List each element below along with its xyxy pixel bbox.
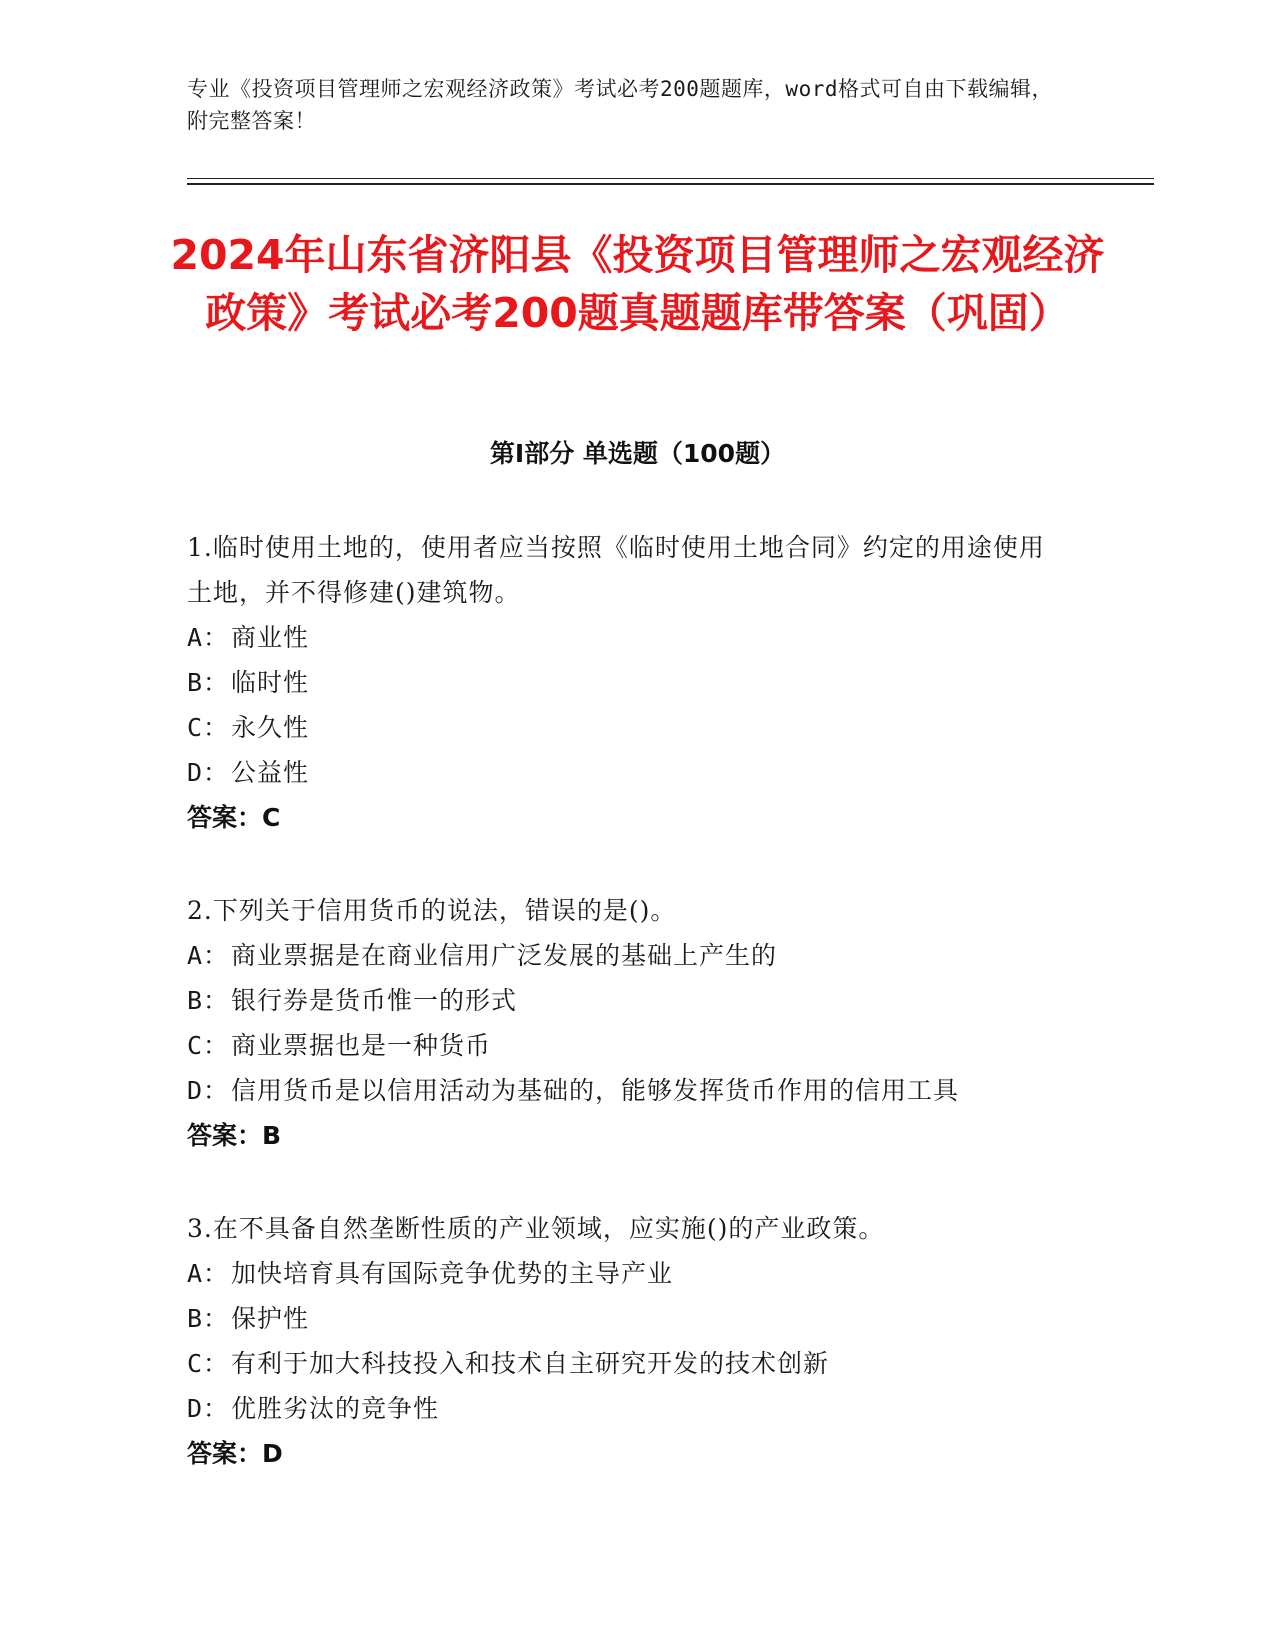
option-text: 银行券是货币惟一的形式 — [231, 986, 518, 1015]
option-text: 商业性 — [231, 623, 310, 652]
option-b — [187, 978, 1067, 1023]
answer-line: 答案：D — [187, 1439, 283, 1468]
header-divider-thick — [187, 183, 1154, 185]
question-3 — [187, 1206, 1067, 1476]
option-text: 商业票据是在商业信用广泛发展的基础上产生的 — [231, 941, 778, 970]
option-letter: C： — [187, 1349, 230, 1378]
option-text: 有利于加大科技投入和技术自主研究开发的技术创新 — [231, 1349, 830, 1378]
option-b — [187, 660, 1067, 705]
option-text: 优胜劣汰的竞争性 — [231, 1394, 440, 1423]
section-title: 第Ⅰ部分 单选题（100题） — [489, 439, 786, 468]
answer-line: 答案：C — [187, 803, 281, 832]
question-stem: 2.下列关于信用货币的说法，错误的是()。 — [187, 896, 677, 925]
option-letter: B： — [187, 1304, 230, 1333]
question-2 — [187, 888, 1067, 1158]
option-text: 商业票据也是一种货币 — [231, 1031, 492, 1060]
option-a — [187, 933, 1067, 978]
document-title: 2024年山东省济阳县《投资项目管理师之宏观经济政策》考试必考200题真题题库带答案（巩固） — [170, 231, 1105, 337]
option-letter: A： — [187, 623, 230, 652]
question-1 — [187, 525, 1067, 840]
question-stem: 3.在不具备自然垄断性质的产业领域，应实施()的产业政策。 — [187, 1214, 885, 1243]
option-c — [187, 1341, 1067, 1386]
option-text: 保护性 — [231, 1304, 310, 1333]
answer-line: 答案：B — [187, 1121, 282, 1150]
option-letter: D： — [187, 758, 230, 787]
option-d — [187, 1068, 1067, 1113]
header-note: 专业《投资项目管理师之宏观经济政策》考试必考200题题库，word格式可自由下载编辑，附完整答案！ — [187, 77, 1053, 133]
option-a — [187, 1251, 1067, 1296]
option-text: 公益性 — [231, 758, 310, 787]
option-letter: D： — [187, 1076, 230, 1105]
option-text: 永久性 — [231, 713, 310, 742]
option-letter: B： — [187, 668, 230, 697]
option-b — [187, 1296, 1067, 1341]
option-a — [187, 615, 1067, 660]
option-d — [187, 1386, 1067, 1431]
option-letter: C： — [187, 1031, 230, 1060]
question-stem: 1.临时使用土地的，使用者应当按照《临时使用土地合同》约定的用途使用土地，并不得修建()建筑物。 — [187, 533, 1045, 607]
option-c — [187, 1023, 1067, 1068]
option-text: 加快培育具有国际竞争优势的主导产业 — [231, 1259, 674, 1288]
option-letter: A： — [187, 941, 230, 970]
option-letter: A： — [187, 1259, 230, 1288]
header-divider-thin — [187, 178, 1154, 179]
option-c — [187, 705, 1067, 750]
option-letter: B： — [187, 986, 230, 1015]
option-text: 信用货币是以信用活动为基础的，能够发挥货币作用的信用工具 — [231, 1076, 960, 1105]
option-text: 临时性 — [231, 668, 310, 697]
option-letter: D： — [187, 1394, 230, 1423]
option-letter: C： — [187, 713, 230, 742]
option-d — [187, 750, 1067, 795]
